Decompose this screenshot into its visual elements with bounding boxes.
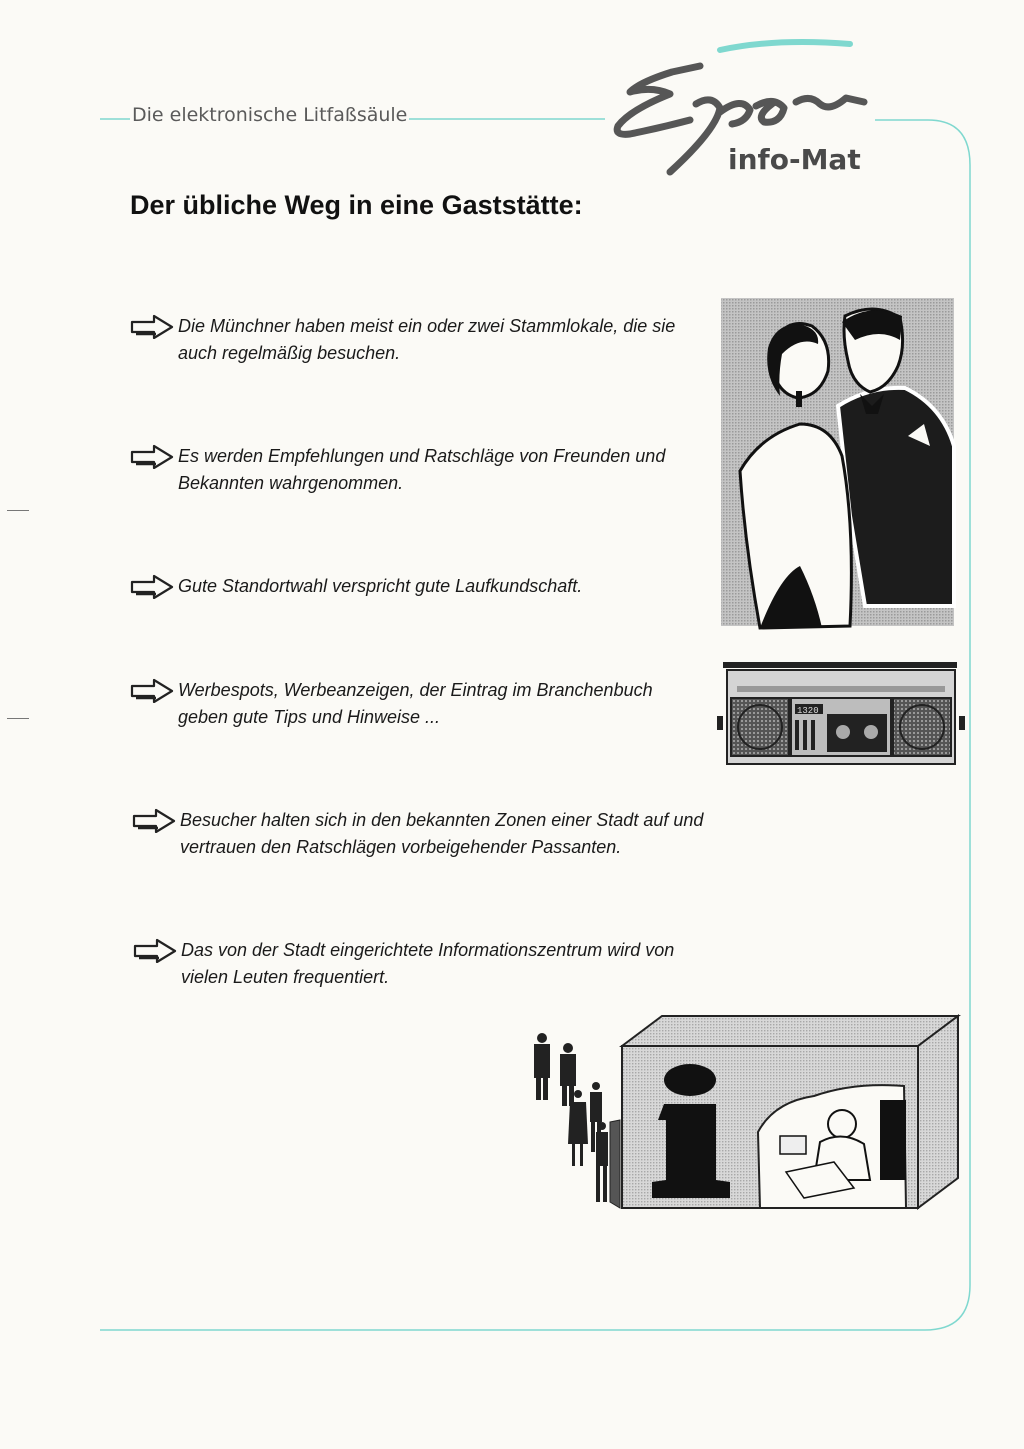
item-line: Werbespots, Werbeanzeigen, der Eintrag im Branchenbuch xyxy=(178,680,653,700)
hollow-arrow-icon xyxy=(130,677,174,703)
hollow-arrow-icon xyxy=(130,443,174,469)
list-item xyxy=(133,937,674,991)
item-line: Gute Standortwahl verspricht gute Laufkundschaft. xyxy=(178,576,583,596)
item-line: auch regelmäßig besuchen. xyxy=(178,343,401,363)
margin-tick xyxy=(7,718,29,719)
hollow-arrow-icon xyxy=(132,807,176,833)
item-line: Das von der Stadt eingerichtete Informationszentrum wird von xyxy=(181,940,675,960)
brand-subtitle: info-Mat xyxy=(728,143,861,176)
couple-illustration xyxy=(720,296,956,632)
tagline: Die elektronische Litfaßsäule xyxy=(132,104,408,126)
hollow-arrow-icon xyxy=(133,937,177,963)
list-item xyxy=(130,573,582,600)
item-line: vielen Leuten frequentiert. xyxy=(181,967,390,987)
list-item xyxy=(130,677,653,731)
item-line: Es werden Empfehlungen und Ratschläge von Freunden und xyxy=(178,446,666,466)
list-item xyxy=(132,807,703,861)
page-headline: Der übliche Weg in eine Gaststätte: xyxy=(130,190,583,220)
item-line: geben gute Tips und Hinweise ... xyxy=(178,707,441,727)
item-line: vertrauen den Ratschlägen vorbeigehender Passanten. xyxy=(180,837,622,857)
info-kiosk-illustration xyxy=(524,1012,964,1212)
list-item xyxy=(130,443,665,497)
radio-illustration xyxy=(717,660,965,768)
hollow-arrow-icon xyxy=(130,313,174,339)
hollow-arrow-icon xyxy=(130,573,174,599)
item-line: Bekannten wahrgenommen. xyxy=(178,473,404,493)
radio-display: 1320 xyxy=(797,706,819,716)
item-line: Die Münchner haben meist ein oder zwei Stammlokale, die sie xyxy=(178,316,676,336)
margin-tick xyxy=(7,510,29,511)
list-item xyxy=(130,313,675,367)
item-line: Besucher halten sich in den bekannten Zonen einer Stadt auf und xyxy=(180,810,704,830)
